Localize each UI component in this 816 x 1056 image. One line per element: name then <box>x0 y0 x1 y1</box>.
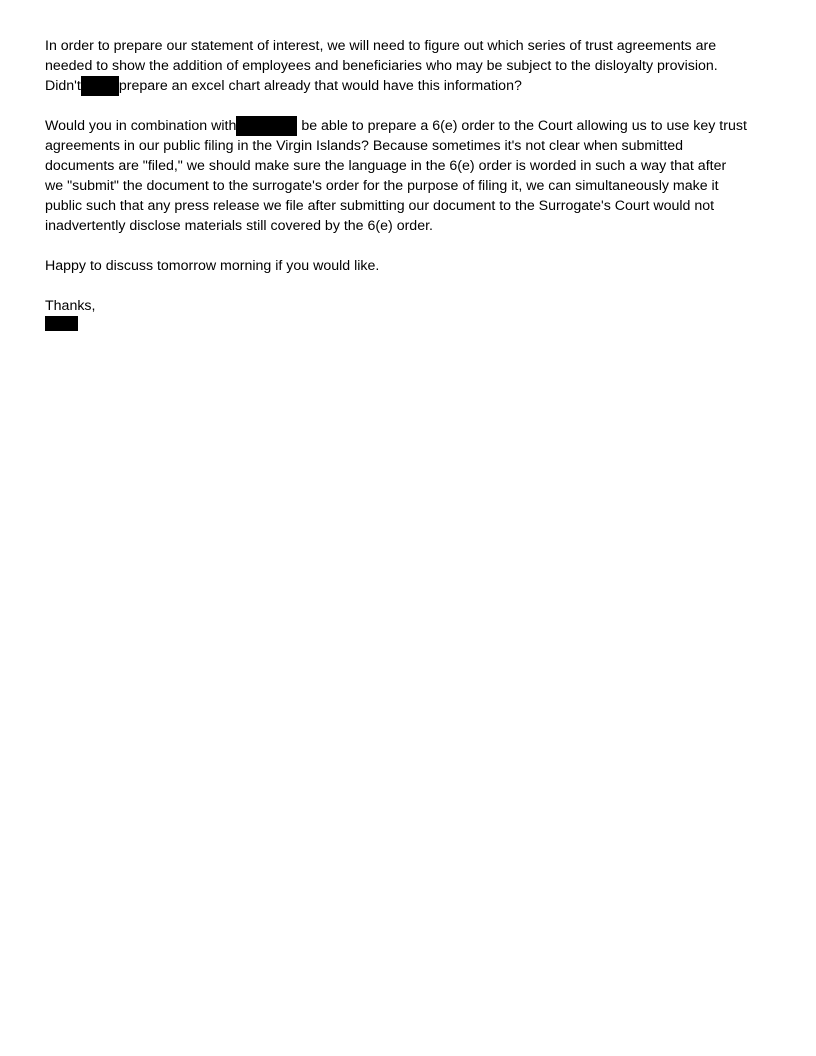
text-line <box>45 76 785 96</box>
redaction-block <box>236 116 297 136</box>
text-segment: be able to prepare a 6(e) order to the Court allowing us to use key trust <box>297 118 747 134</box>
text-line: Happy to discuss tomorrow morning if you would like. <box>45 258 380 274</box>
text-line: needed to show the addition of employees and beneficiaries who may be subject to the disloyalty provision. <box>45 58 718 74</box>
text-line: we "submit" the document to the surrogate's order for the purpose of filing it, we can simultaneously make it <box>45 178 719 194</box>
text-line <box>45 116 785 136</box>
text-segment: Would you in combination with <box>45 118 237 134</box>
signature-redaction-block <box>45 316 78 331</box>
paragraph-spacer <box>45 96 785 116</box>
paragraph-discuss <box>45 256 785 276</box>
text-line: agreements in our public filing in the Virgin Islands? Because sometimes it's not clear when submitted <box>45 138 684 154</box>
closing-line: Thanks, <box>45 298 96 314</box>
paragraph-statement-of-interest <box>45 36 785 96</box>
paragraph-spacer <box>45 236 785 256</box>
paragraph-6e-order <box>45 116 785 236</box>
text-segment: Didn't <box>45 78 81 94</box>
text-segment: prepare an excel chart already that would have this information? <box>118 78 522 94</box>
text-line: public such that any press release we file after submitting our document to the Surrogate's Court would not <box>45 198 715 214</box>
closing <box>45 296 785 331</box>
redaction-block <box>81 76 119 96</box>
email-body <box>45 36 785 331</box>
paragraph-spacer <box>45 276 785 296</box>
text-line: inadvertently disclose materials still covered by the 6(e) order. <box>45 218 433 234</box>
text-line: In order to prepare our statement of interest, we will need to figure out which series of trust agreements are <box>45 38 717 54</box>
text-line: documents are "filed," we should make sure the language in the 6(e) order is worded in such a way that after <box>45 158 727 174</box>
